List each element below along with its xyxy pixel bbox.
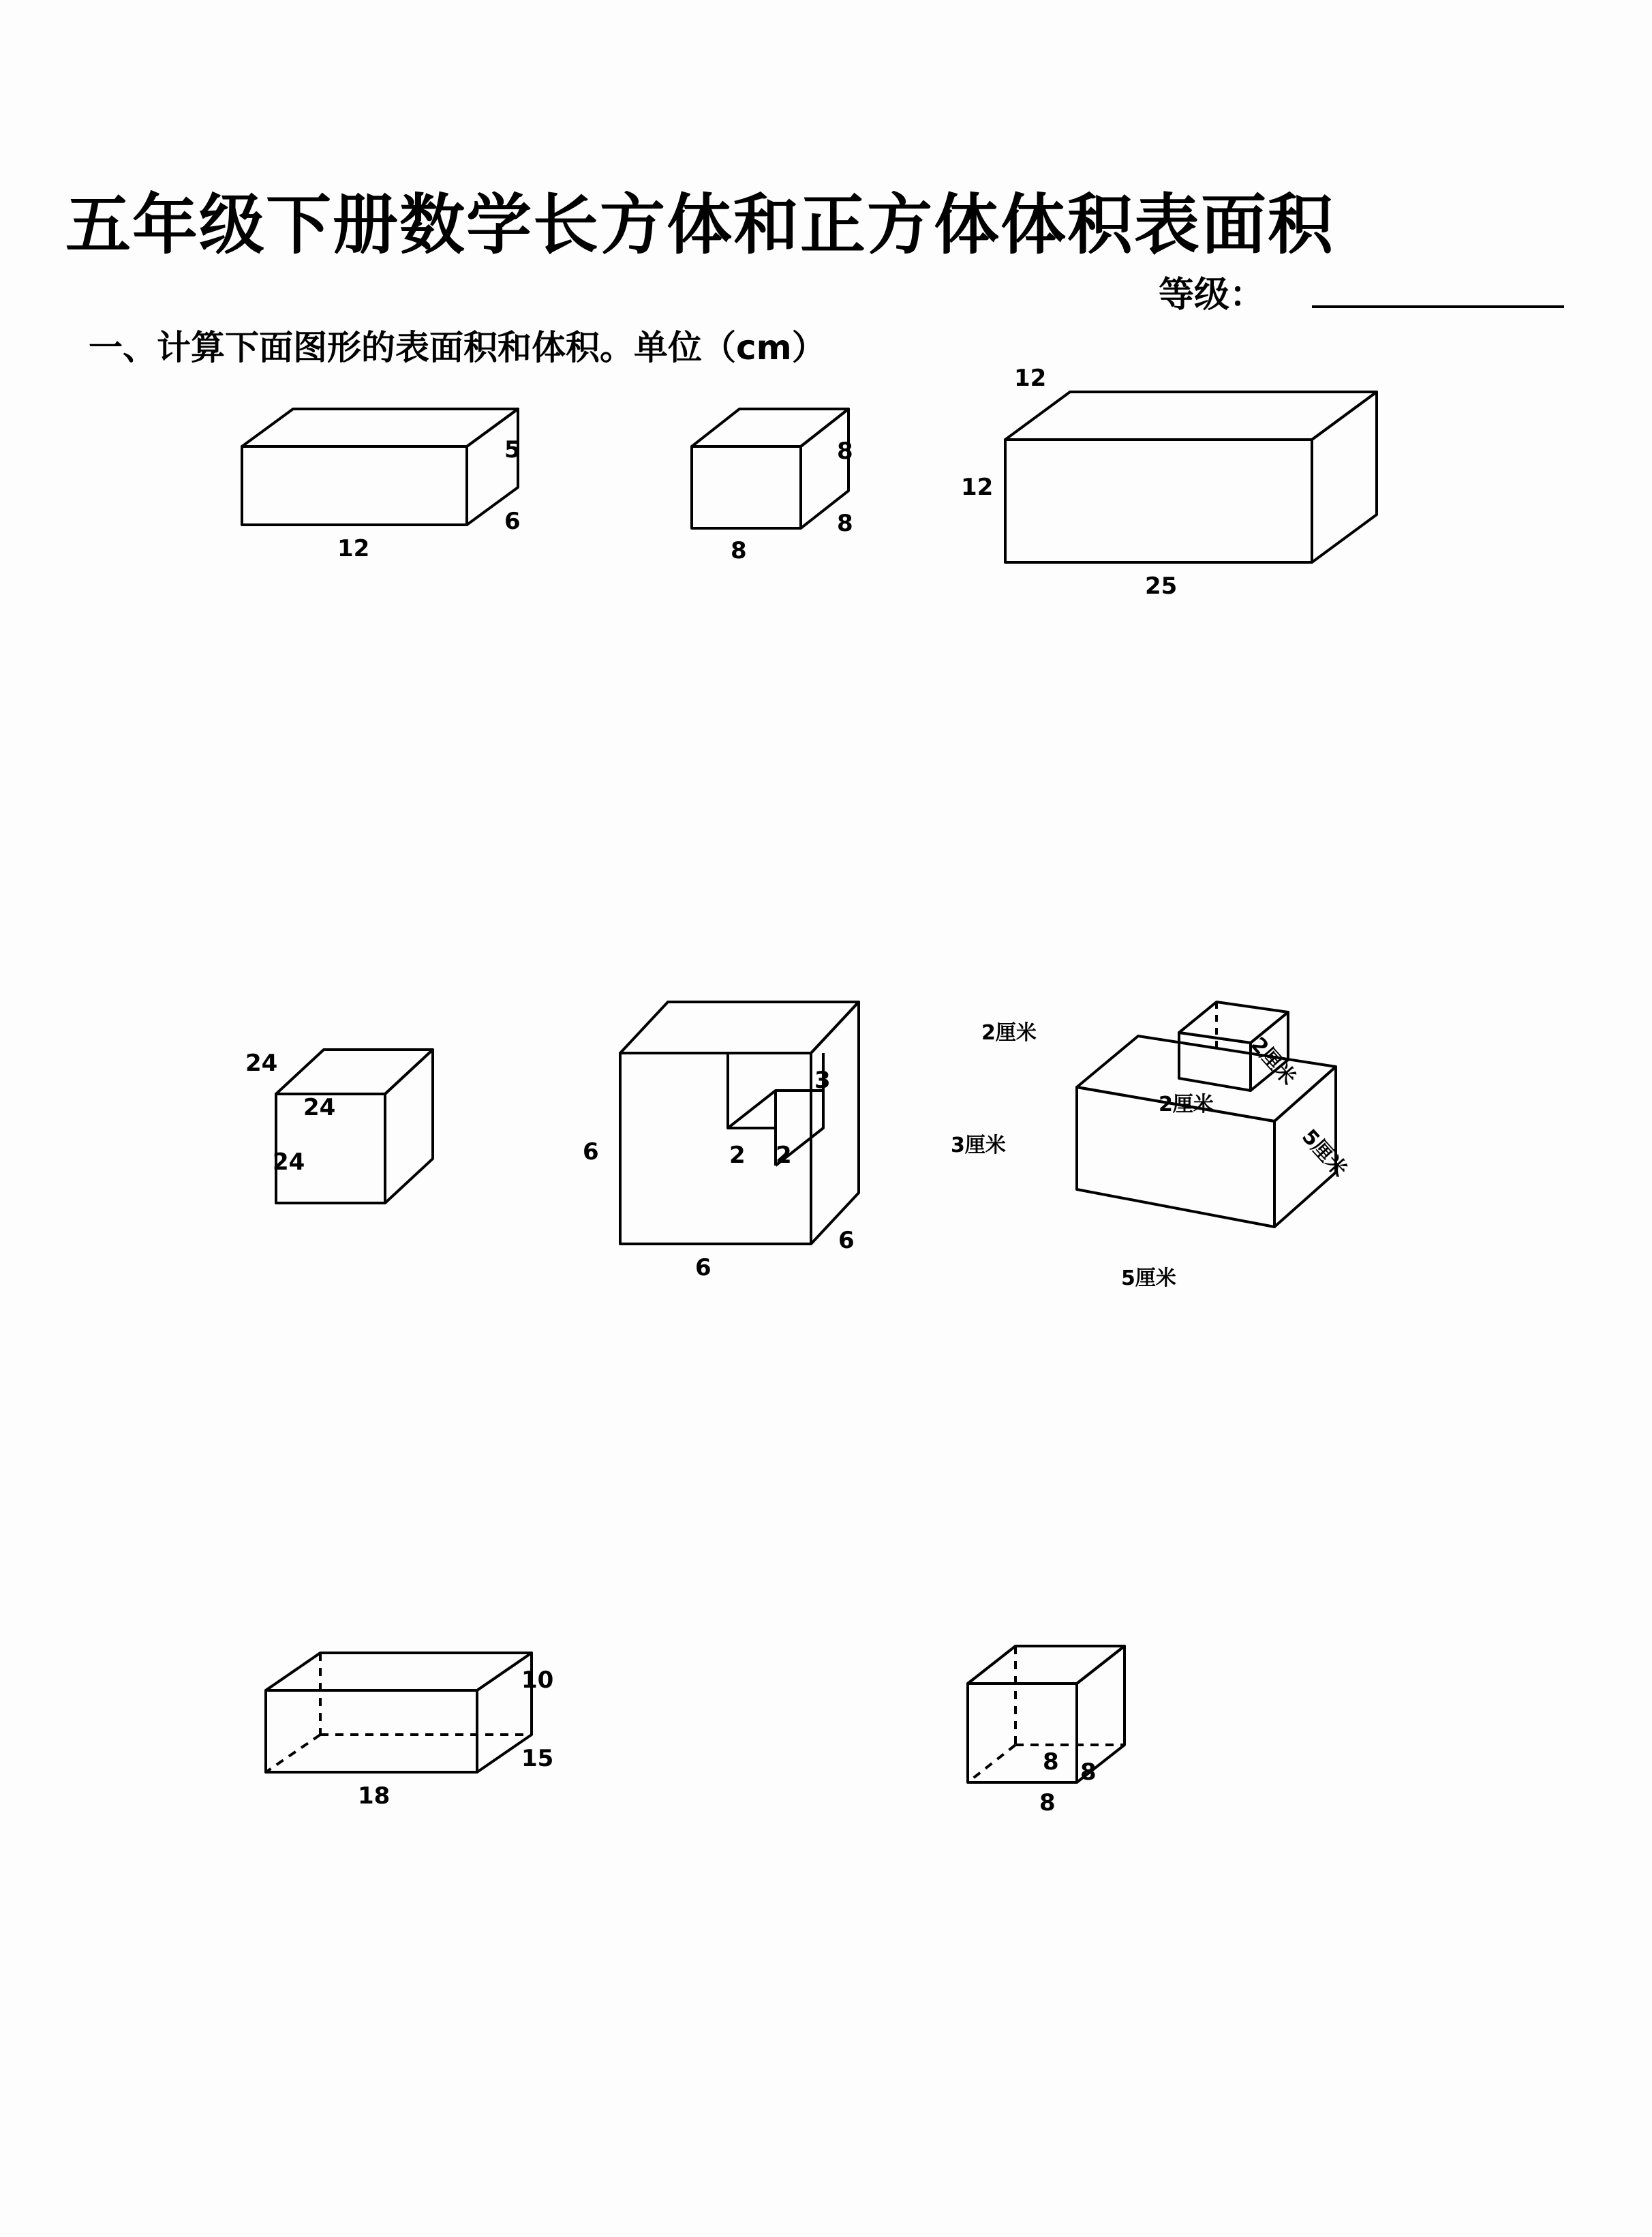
cube-24-drawing xyxy=(259,1029,484,1241)
label-length-25: 25 xyxy=(1145,573,1178,600)
instruction-line: 一、计算下面图形的表面积和体积。单位（cm） xyxy=(89,328,826,367)
label-24-front: 24 xyxy=(303,1094,336,1121)
label-depth-15: 15 xyxy=(521,1745,554,1772)
figure-cuboid-with-cube xyxy=(951,954,1431,1309)
label-depth-6: 6 xyxy=(504,508,521,535)
cuboid-with-cube-drawing xyxy=(1050,954,1431,1309)
cube-8-dashed-drawing xyxy=(954,1636,1193,1847)
label-big-front-5cm: 5厘米 xyxy=(1121,1266,1176,1290)
label-small-front-2cm: 2厘米 xyxy=(1159,1093,1214,1116)
label-cut-3: 3 xyxy=(814,1067,831,1094)
label-cube-front-8: 8 xyxy=(1043,1748,1059,1776)
label-length-12: 12 xyxy=(337,535,370,562)
label-big-left-3cm: 3厘米 xyxy=(951,1133,1006,1157)
cuboid-25-12-12-drawing xyxy=(988,378,1411,630)
label-cube-bottom-8: 8 xyxy=(1039,1789,1056,1816)
label-length-8: 8 xyxy=(731,537,747,564)
figure-cube-8-dashed xyxy=(954,1636,1193,1847)
label-cut-2b: 2 xyxy=(776,1142,792,1169)
label-cut-2a: 2 xyxy=(729,1142,746,1169)
label-top-12: 12 xyxy=(1014,365,1047,392)
label-big-side-5cm: 5厘米 xyxy=(1297,1125,1352,1182)
label-length-18: 18 xyxy=(358,1782,391,1810)
figure-cube-6-notch xyxy=(583,961,913,1295)
label-height-6: 6 xyxy=(583,1138,599,1166)
figure-cube-24 xyxy=(245,1029,484,1241)
label-small-left-2cm: 2厘米 xyxy=(981,1021,1037,1045)
page-title: 五年级下册数学长方体和正方体体积表面积 xyxy=(65,187,1334,264)
label-height-12: 12 xyxy=(961,474,994,501)
cube-8-drawing xyxy=(682,395,906,593)
figure-cuboid-18-15-10 xyxy=(252,1643,593,1847)
label-cube-side-8: 8 xyxy=(1080,1759,1097,1786)
cube-6-notch-drawing xyxy=(607,961,913,1295)
label-depth-8: 8 xyxy=(837,510,853,537)
grade-label: 等级： xyxy=(1159,275,1266,316)
figure-cuboid-25-12-12 xyxy=(961,365,1411,630)
figure-cube-8 xyxy=(682,395,906,593)
label-height-8: 8 xyxy=(837,438,853,465)
label-small-side-2cm: 2厘米 xyxy=(1246,1033,1301,1090)
label-24-side: 24 xyxy=(273,1148,305,1176)
label-24-top: 24 xyxy=(245,1050,278,1077)
label-depth-6: 6 xyxy=(838,1227,855,1254)
label-height-10: 10 xyxy=(521,1667,554,1694)
grade-blank-line xyxy=(1312,305,1564,308)
label-length-6: 6 xyxy=(695,1254,712,1281)
cuboid-12-6-5-drawing xyxy=(232,395,559,586)
label-height-5: 5 xyxy=(504,436,521,463)
figure-cuboid-12-6-5 xyxy=(232,395,559,586)
